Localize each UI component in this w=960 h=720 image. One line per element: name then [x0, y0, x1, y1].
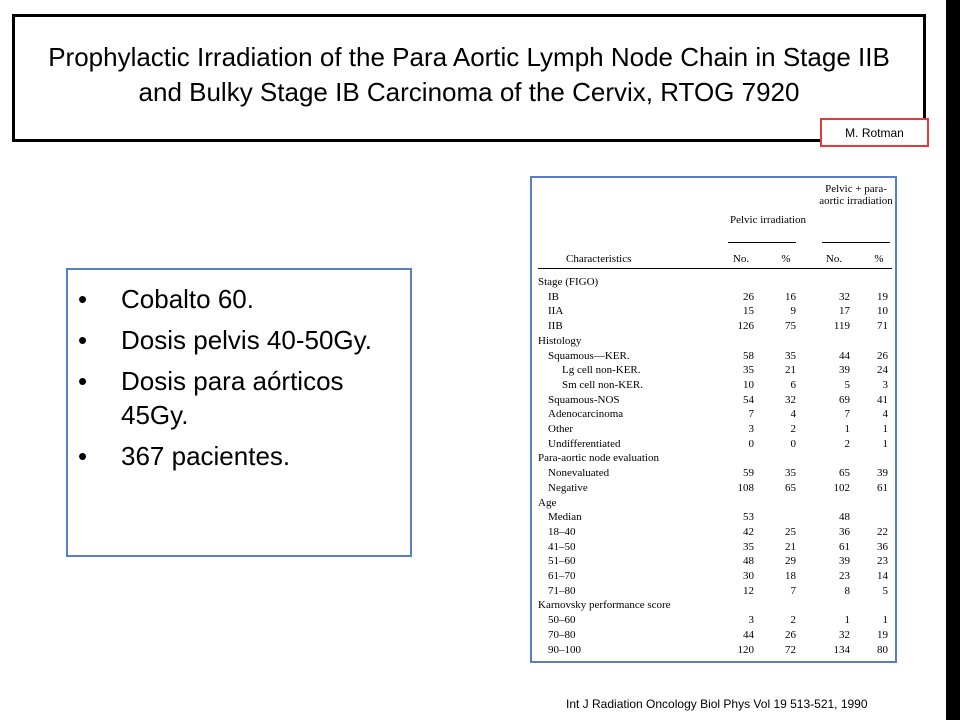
row-value: 7: [844, 408, 850, 421]
row-label: Karnovsky performance score: [538, 599, 671, 612]
row-label: Adenocarcinoma: [548, 408, 624, 421]
row-value: 41: [877, 393, 888, 406]
row-value: 0: [748, 437, 754, 450]
row-value: 71: [877, 320, 888, 333]
row-label: Para-aortic node evaluation: [538, 452, 659, 465]
row-label: Median: [548, 511, 582, 524]
row-value: 35: [785, 349, 796, 362]
table-row: [532, 451, 895, 466]
row-value: 24: [877, 364, 888, 377]
row-label: Histology: [538, 334, 582, 347]
row-value: 26: [877, 349, 888, 362]
row-label: 70–80: [548, 628, 576, 641]
row-label: Stage (FIGO): [538, 276, 599, 288]
row-value: 3: [882, 378, 888, 391]
no-header: No.: [825, 253, 843, 265]
row-value: 35: [743, 540, 754, 553]
row-label: 51–60: [548, 555, 576, 568]
row-value: 36: [877, 540, 888, 553]
row-value: 35: [785, 467, 796, 480]
right-edge-bar: [946, 0, 960, 720]
row-value: 35: [743, 364, 754, 377]
row-value: 16: [785, 290, 796, 303]
table-row: [532, 598, 895, 613]
row-label: Other: [548, 423, 574, 435]
row-value: 48: [839, 511, 850, 524]
title-box: [12, 14, 926, 142]
row-value: 53: [743, 511, 754, 524]
row-label: 71–80: [548, 584, 576, 597]
row-label: Sm cell non-KER.: [562, 378, 643, 391]
table-row: [532, 393, 895, 408]
bullet-item: [68, 364, 410, 432]
row-value: 7: [790, 584, 796, 597]
row-value: 134: [833, 643, 850, 656]
table-row: [532, 290, 895, 305]
bullet-item: [68, 282, 410, 316]
row-value: 12: [743, 584, 754, 597]
bullet-text: Dosis pelvis 40-50Gy.: [121, 325, 372, 355]
row-value: 59: [743, 467, 754, 480]
row-value: 9: [790, 305, 796, 318]
row-value: 3: [748, 614, 754, 627]
group2-underline: [822, 242, 890, 243]
table-row: [532, 422, 895, 437]
row-value: 72: [785, 643, 796, 656]
row-value: 6: [790, 378, 796, 391]
row-value: 4: [790, 408, 796, 421]
bullet-item: [68, 439, 410, 473]
row-value: 119: [833, 320, 850, 333]
no-header: No.: [732, 253, 750, 265]
table-row: [532, 407, 895, 422]
table-row: [532, 569, 895, 584]
bullet-list: [68, 270, 410, 473]
bullet-dot-icon: •: [78, 366, 88, 396]
bullet-dot-icon: •: [78, 325, 88, 355]
row-value: 4: [882, 408, 888, 421]
row-value: 15: [743, 305, 754, 318]
row-value: 65: [839, 467, 850, 480]
table-row: [532, 481, 895, 496]
row-value: 26: [743, 290, 754, 303]
row-value: 26: [785, 628, 796, 641]
row-value: 25: [785, 525, 796, 538]
row-value: 39: [839, 364, 850, 377]
row-value: 44: [839, 349, 850, 362]
table-row: [532, 437, 895, 452]
row-label: IB: [548, 290, 559, 303]
row-value: 65: [785, 481, 796, 494]
row-value: 61: [877, 481, 888, 494]
row-value: 102: [833, 481, 850, 494]
row-value: 1: [844, 423, 850, 435]
row-value: 0: [790, 437, 796, 450]
table-row: [532, 540, 895, 555]
table-row: [532, 554, 895, 569]
row-value: 1: [882, 614, 888, 627]
author-label: M. Rotman: [820, 118, 929, 147]
bullet-item: [68, 323, 410, 357]
row-value: 32: [785, 393, 796, 406]
row-value: 7: [748, 408, 754, 421]
row-value: 32: [839, 628, 850, 641]
table-row: [532, 613, 895, 628]
row-value: 58: [743, 349, 754, 362]
bullet-dot-icon: •: [78, 441, 88, 471]
row-label: IIA: [548, 305, 564, 318]
row-value: 44: [743, 628, 754, 641]
header-rule: [538, 268, 892, 269]
row-label: 90–100: [548, 643, 581, 656]
row-label: 41–50: [548, 540, 576, 553]
row-value: 5: [882, 584, 888, 597]
row-value: 2: [790, 614, 796, 627]
characteristics-table: [530, 176, 897, 663]
table-row: [532, 466, 895, 481]
pct-header: %: [781, 253, 791, 265]
row-value: 120: [737, 643, 754, 656]
row-label: 50–60: [548, 614, 576, 627]
row-value: 10: [877, 305, 888, 318]
row-value: 2: [844, 437, 850, 450]
group2-header: Pelvic + para-aortic irradiation: [819, 183, 893, 207]
table-row: [532, 304, 895, 319]
group1-underline: [728, 242, 796, 243]
row-value: 36: [839, 525, 850, 538]
row-label: Undifferentiated: [548, 437, 621, 450]
characteristics-header: Characteristics: [566, 253, 632, 265]
row-label: Squamous—KER.: [548, 349, 630, 362]
row-label: IIB: [548, 320, 563, 333]
row-value: 3: [748, 423, 754, 435]
row-label: Lg cell non-KER.: [562, 364, 641, 377]
row-label: 18–40: [548, 525, 576, 538]
table-row: [532, 510, 895, 525]
row-value: 39: [839, 555, 850, 568]
row-value: 126: [737, 320, 754, 333]
bullet-text: Dosis para aórticos 45Gy.: [121, 366, 344, 430]
row-value: 21: [785, 364, 796, 377]
citation: Int J Radiation Oncology Biol Phys Vol 19 513-521, 1990: [566, 697, 868, 711]
row-value: 54: [743, 393, 754, 406]
row-value: 69: [839, 393, 850, 406]
row-value: 19: [877, 628, 888, 641]
group1-header: Pelvic irradiation: [729, 214, 807, 226]
bullet-text: Cobalto 60.: [121, 284, 254, 314]
table-row: [532, 319, 895, 334]
table-row: [532, 275, 895, 290]
row-value: 21: [785, 540, 796, 553]
row-value: 108: [737, 481, 754, 494]
row-value: 18: [785, 570, 796, 582]
table-row: [532, 643, 895, 658]
row-label: Nonevaluated: [548, 467, 610, 480]
bullet-dot-icon: •: [78, 284, 88, 314]
row-value: 23: [877, 555, 888, 568]
row-value: 1: [844, 614, 850, 627]
row-value: 61: [839, 540, 850, 553]
bullet-list-box: [66, 268, 412, 557]
table-row: [532, 363, 895, 378]
bullet-text: 367 pacientes.: [121, 441, 291, 471]
row-value: 10: [743, 378, 754, 391]
slide-title: Prophylactic Irradiation of the Para Aortic Lymph Node Chain in Stage IIB and Bulky Stage IB Carcinoma of the Cervix, RTOG 7920: [48, 42, 890, 107]
row-value: 80: [877, 643, 888, 656]
row-value: 8: [844, 584, 850, 597]
table-row: [532, 349, 895, 364]
row-value: 23: [839, 570, 850, 582]
row-value: 5: [844, 378, 850, 391]
table-row: [532, 525, 895, 540]
row-label: Age: [538, 496, 557, 509]
row-value: 17: [839, 305, 850, 318]
row-value: 30: [743, 570, 754, 582]
row-label: 61–70: [548, 570, 576, 582]
table-row: [532, 334, 895, 349]
table-row: [532, 378, 895, 393]
row-value: 32: [839, 290, 850, 303]
row-value: 39: [877, 467, 888, 480]
table-row: [532, 584, 895, 599]
table-row: [532, 628, 895, 643]
row-value: 48: [743, 555, 754, 568]
table-row: [532, 496, 895, 511]
row-value: 14: [877, 570, 888, 582]
row-value: 75: [785, 320, 796, 333]
row-value: 1: [882, 437, 888, 450]
pct-header: %: [874, 253, 884, 265]
row-value: 1: [882, 423, 888, 435]
row-value: 42: [743, 525, 754, 538]
row-value: 22: [877, 525, 888, 538]
row-value: 19: [877, 290, 888, 303]
row-label: Squamous-NOS: [548, 393, 620, 406]
row-value: 2: [790, 423, 796, 435]
row-value: 29: [785, 555, 796, 568]
row-label: Negative: [548, 481, 588, 494]
